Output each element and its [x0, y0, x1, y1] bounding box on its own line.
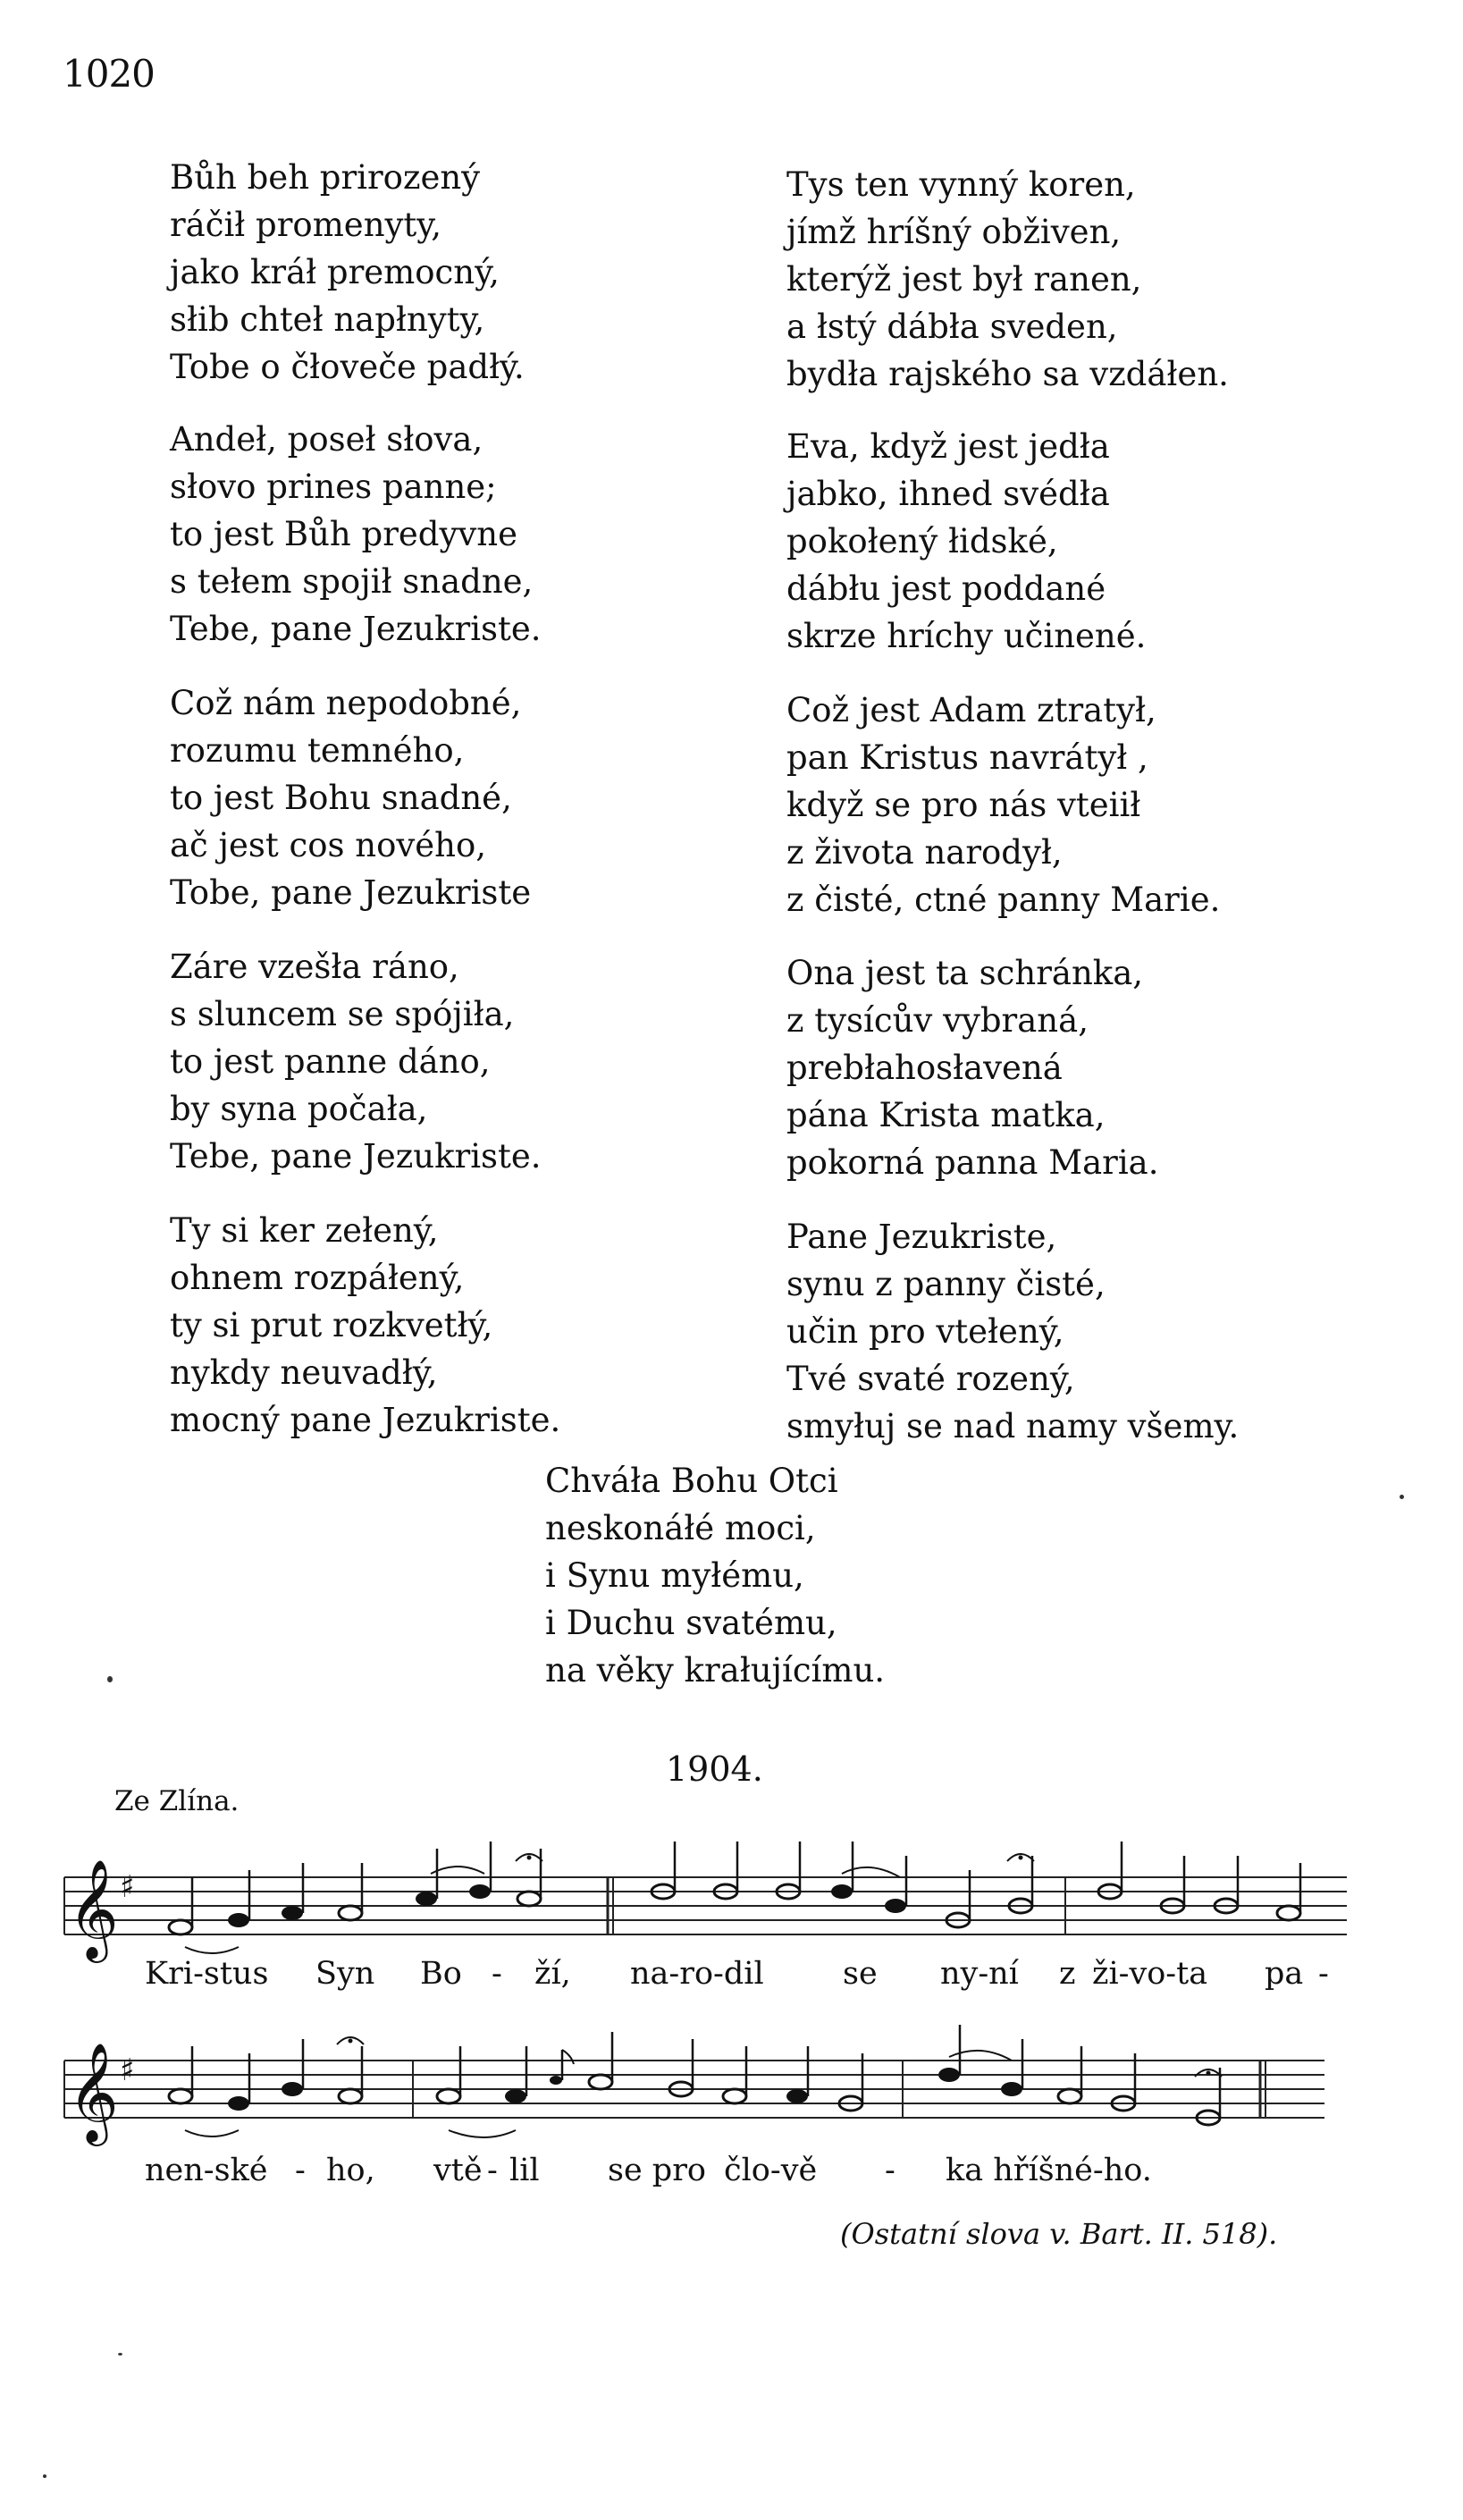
verse-line: bydła rajského sa vzdáłen. [786, 355, 1229, 393]
stanza-right-2 [786, 423, 1146, 660]
verse-line: smyłuj se nad namy všemy. [786, 1407, 1240, 1445]
verse-line: prebłahosłavená [786, 1049, 1063, 1087]
verse-line: učin pro vtełený, [786, 1312, 1064, 1351]
verse-line: z čisté, ctné panny Marie. [786, 881, 1221, 919]
verse-line: to jest Bohu snadné, [170, 779, 512, 817]
verse-line: ty si prut rozkvetłý, [170, 1306, 493, 1344]
verse-line: Tebe, pane Jezukriste. [170, 610, 542, 648]
verse-line: Tys ten vynný koren, [786, 165, 1136, 204]
svg-text:𝄞: 𝄞 [68, 1858, 119, 1959]
verse-line: Což nám nepodobné, [170, 684, 522, 722]
verse-line: słovo prines panne; [170, 468, 497, 506]
doxology-stanza [545, 1457, 885, 1694]
scan-speck [118, 2353, 122, 2356]
stanza-left-5 [170, 1207, 560, 1444]
verse-line: pána Krista matka, [786, 1096, 1106, 1134]
verse-line: to jest panne dáno, [170, 1042, 491, 1081]
lyric-syllable: na-ro-dil [630, 1956, 764, 1992]
lyric-syllable: člo-vě [724, 2153, 818, 2188]
verse-line: słib chteł napłnyty, [170, 300, 485, 339]
verse-line: to jest Bůh predyvne [170, 515, 517, 553]
lyric-syllable: ži-vo-ta [1092, 1956, 1208, 1992]
svg-text:♯: ♯ [120, 2052, 135, 2088]
verse-line: synu z panny čisté, [786, 1265, 1106, 1303]
page-number: 1020 [63, 52, 155, 96]
verse-line: Tobe, pane Jezukriste [170, 873, 532, 912]
verse-line: z života narodył, [786, 833, 1063, 872]
verse-line: s sluncem se spójiła, [170, 995, 515, 1033]
lyric-syllable: - [885, 2153, 895, 2188]
verse-line: pokorná panna Maria. [786, 1143, 1159, 1182]
svg-text:𝄞: 𝄞 [68, 2042, 119, 2142]
verse-line: Andeł, poseł słova, [170, 420, 483, 459]
verse-line: Tobe o čłoveče padłý. [170, 348, 525, 386]
melody-year: 1904. [666, 1749, 763, 1789]
verse-line: i Synu myłému, [545, 1556, 804, 1595]
lyric-syllable: lil [509, 2153, 540, 2188]
verse-line: i Duchu svatému, [545, 1604, 837, 1642]
verse-line: dábłu jest poddané [786, 569, 1106, 608]
stanza-left-3 [170, 679, 531, 916]
verse-line: ač jest cos nového, [170, 826, 487, 864]
scan-speck [107, 1676, 113, 1682]
verse-line: pan Kristus navrátył , [786, 738, 1148, 777]
lyric-syllable: ho, [326, 2153, 375, 2188]
verse-line: by syna počała, [170, 1090, 428, 1128]
lyric-syllable: z [1059, 1956, 1076, 1992]
verse-line: když se pro nás vteiił [786, 786, 1141, 824]
verse-line: Tvé svaté rozený, [786, 1360, 1075, 1398]
verse-line: jako kráł premocný, [170, 253, 500, 291]
stanza-right-4 [786, 949, 1159, 1186]
music-staff-2 [55, 2025, 1351, 2159]
lyric-syllable: ží, [534, 1956, 571, 1992]
verse-line: Chváła Bohu Otci [545, 1462, 838, 1500]
lyric-syllable: - [487, 2153, 498, 2188]
verse-line: na věky krałujícímu. [545, 1651, 886, 1690]
verse-line: nykdy neuvadłý, [170, 1353, 438, 1392]
lyric-syllable: se [843, 1956, 878, 1992]
verse-line: jabko, ihned svédła [786, 475, 1110, 513]
lyric-syllable: vtě [433, 2153, 483, 2188]
lyric-syllable: se pro [608, 2153, 707, 2188]
verse-line: Bůh beh prirozený [170, 158, 481, 197]
verse-line: Tebe, pane Jezukriste. [170, 1137, 542, 1176]
lyric-syllable: pa [1265, 1956, 1304, 1992]
lyric-syllable: Bo [420, 1956, 462, 1992]
verse-line: neskonáłé moci, [545, 1509, 816, 1547]
verse-line: z tysícův vybraná, [786, 1001, 1089, 1040]
lyric-syllable: - [295, 2153, 306, 2188]
scan-speck [43, 2474, 46, 2478]
lyric-syllable: - [492, 1956, 502, 1992]
verse-line: ráčił promenyty, [170, 206, 442, 244]
lyric-syllable: - [1318, 1956, 1329, 1992]
lyric-syllable: ny-ní [940, 1956, 1019, 1992]
stanza-right-1 [786, 161, 1229, 398]
verse-line: skrze hríchy učinené. [786, 617, 1147, 655]
svg-text:♯: ♯ [120, 1869, 135, 1905]
scan-speck [1400, 1495, 1404, 1499]
source-note: (Ostatní slova v. Bart. II. 518). [840, 2217, 1278, 2251]
stanza-right-3 [786, 687, 1220, 923]
verse-line: rozumu temného, [170, 731, 465, 770]
lyric-syllable: nen-ské [145, 2153, 268, 2188]
stanza-left-2 [170, 416, 542, 653]
verse-line: s tełem spojił snadne, [170, 562, 534, 601]
verse-line: ohnem rozpáłený, [170, 1259, 465, 1297]
verse-line: jímž hríšný obživen, [786, 213, 1122, 251]
lyrics-line-2 [0, 2153, 1463, 2197]
verse-line: Ona jest ta schránka, [786, 954, 1144, 992]
lyric-syllable: Syn [315, 1956, 375, 1992]
lyrics-line-1 [0, 1956, 1463, 2001]
verse-line: Což jest Adam ztratył, [786, 691, 1156, 729]
verse-line: mocný pane Jezukriste. [170, 1401, 561, 1439]
verse-line: Zárе vzešła ráno, [170, 948, 459, 986]
verse-line: kterýž jest był ranen, [786, 260, 1142, 299]
verse-line: Pane Jezukriste, [786, 1218, 1057, 1256]
stanza-right-5 [786, 1213, 1239, 1450]
verse-line: Ty si ker zełený, [170, 1211, 439, 1250]
verse-line: Eva, když jest jedła [786, 427, 1110, 466]
stanza-left-4 [170, 943, 542, 1180]
verse-line: a łstý dábła sveden, [786, 308, 1118, 346]
lyric-syllable: Kri-stus [145, 1956, 269, 1992]
stanza-left-1 [170, 154, 525, 391]
verse-line: pokołený łidské, [786, 522, 1058, 560]
melody-origin: Ze Zlína. [114, 1785, 240, 1817]
lyric-syllable: ka hříšné-ho. [946, 2153, 1152, 2188]
